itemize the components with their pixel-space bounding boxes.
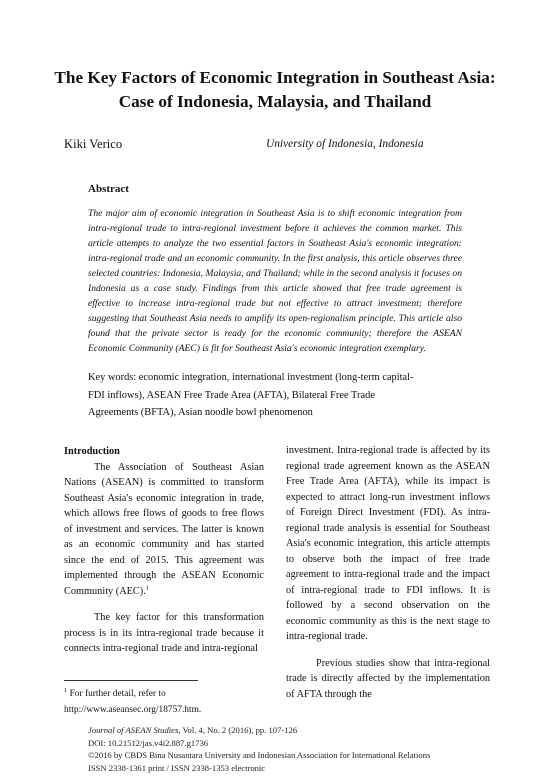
author-name: Kiki Verico [64, 137, 123, 151]
footnote [64, 686, 201, 718]
footnote-ref: 1 [145, 584, 150, 592]
journal-name: Journal of ASEAN Studies [88, 725, 179, 735]
intro-paragraph-3: investment. Intra-regional trade is affected by its regional trade agreement known as the ASEAN Free Trade Area (AFTA), while its impact is expected to attract long-run investment inflows of Foreign Direct Investment (FDI). As intra-regional trade analysis is essential for Southeast Asia's economic integration, this article attempts to observe both the impact of free trade agreement to intra-regional trade and the impact of intra-regional trade to FDI inflows. It is followed by a second observation on the economic community as this is the next stage to intra-regional trade. [286, 445, 490, 642]
introduction-heading: Introduction [64, 446, 120, 457]
journal-citation: , Vol. 4, No. 2 (2016), pp. 107-126 [178, 725, 298, 735]
journal-citation-line [88, 724, 488, 737]
journal-copyright: ©2016 by CBDS Bina Nusantara University and Indonesian Association for International Relations [88, 750, 431, 760]
author-affiliation: University of Indonesia, Indonesia [266, 138, 424, 150]
abstract-heading: Abstract [88, 183, 129, 195]
intro-paragraph-1-text: The Association of Southeast Asian Nations (ASEAN) is committed to transform Southeast Asia's economic integration in trade, which allows free flows of goods to free flows of investment and services. The latter is known as an economic community and has started since the end of 2015. This agreement was implemented through the ASEAN Economic Community (AEC). [64, 461, 264, 597]
footnote-text: For further detail, refer to [69, 689, 166, 699]
footnote-rule [64, 680, 198, 681]
footnote-url[interactable]: http://www.aseansec.org/18757.htm. [64, 705, 202, 715]
intro-paragraph-2: The key factor for this transformation process is in its intra-regional trade because it connects intra-regional trade and intra-regional [64, 612, 264, 654]
abstract-text: The major aim of economic integration in Southeast Asia is to shift economic integration from intra-regional trade to intra-regional investment before it achieves the common market. This article attempts to analyze the two essential factors in Southeast Asia's economic integration: intra-regional trade and an economic community. In the first analysis, this article observes three selected countries: Indonesia, Malaysia, and Thailand; while in the second analysis it focuses on Indonesia as a case study. Findings from this article showed that free trade agreement is effective to increase intra-regional trade but not effective to attract investment; therefore suggesting that Southeast Asia needs to amplify its open-regionalism principle. This article also found that the private sector is ready for the economic community; therefore the ASEAN Economic Community (AEC) is fit for Southeast Asia's economic integration exemplary. [88, 208, 462, 354]
left-column [64, 444, 264, 657]
intro-paragraph-1 [64, 460, 264, 600]
footnote-line-1 [64, 686, 201, 702]
right-column [286, 443, 490, 702]
journal-info [88, 724, 488, 774]
keywords: Key words: economic integration, international investment (long-term capital-FDI inflows), ASEAN Free Trade Area (AFTA), Bilateral Free Trade Agreements (BFTA), Asian noodle bowl phenomenon [88, 372, 414, 418]
intro-paragraph-4: Previous studies show that intra-regional trade is directly affected by the implementation of AFTA through the [286, 657, 490, 700]
journal-issn: ISSN 2338-1361 print / ISSN 2338-1353 electronic [88, 762, 266, 773]
journal-doi: DOI: 10.21512/jas.v4i2.887.g1736 [88, 737, 209, 748]
footnote-mark: 1 [64, 686, 68, 694]
paper-title: The Key Factors of Economic Integration in Southeast Asia: Case of Indonesia, Malaysia, and Thailand [54, 68, 496, 111]
